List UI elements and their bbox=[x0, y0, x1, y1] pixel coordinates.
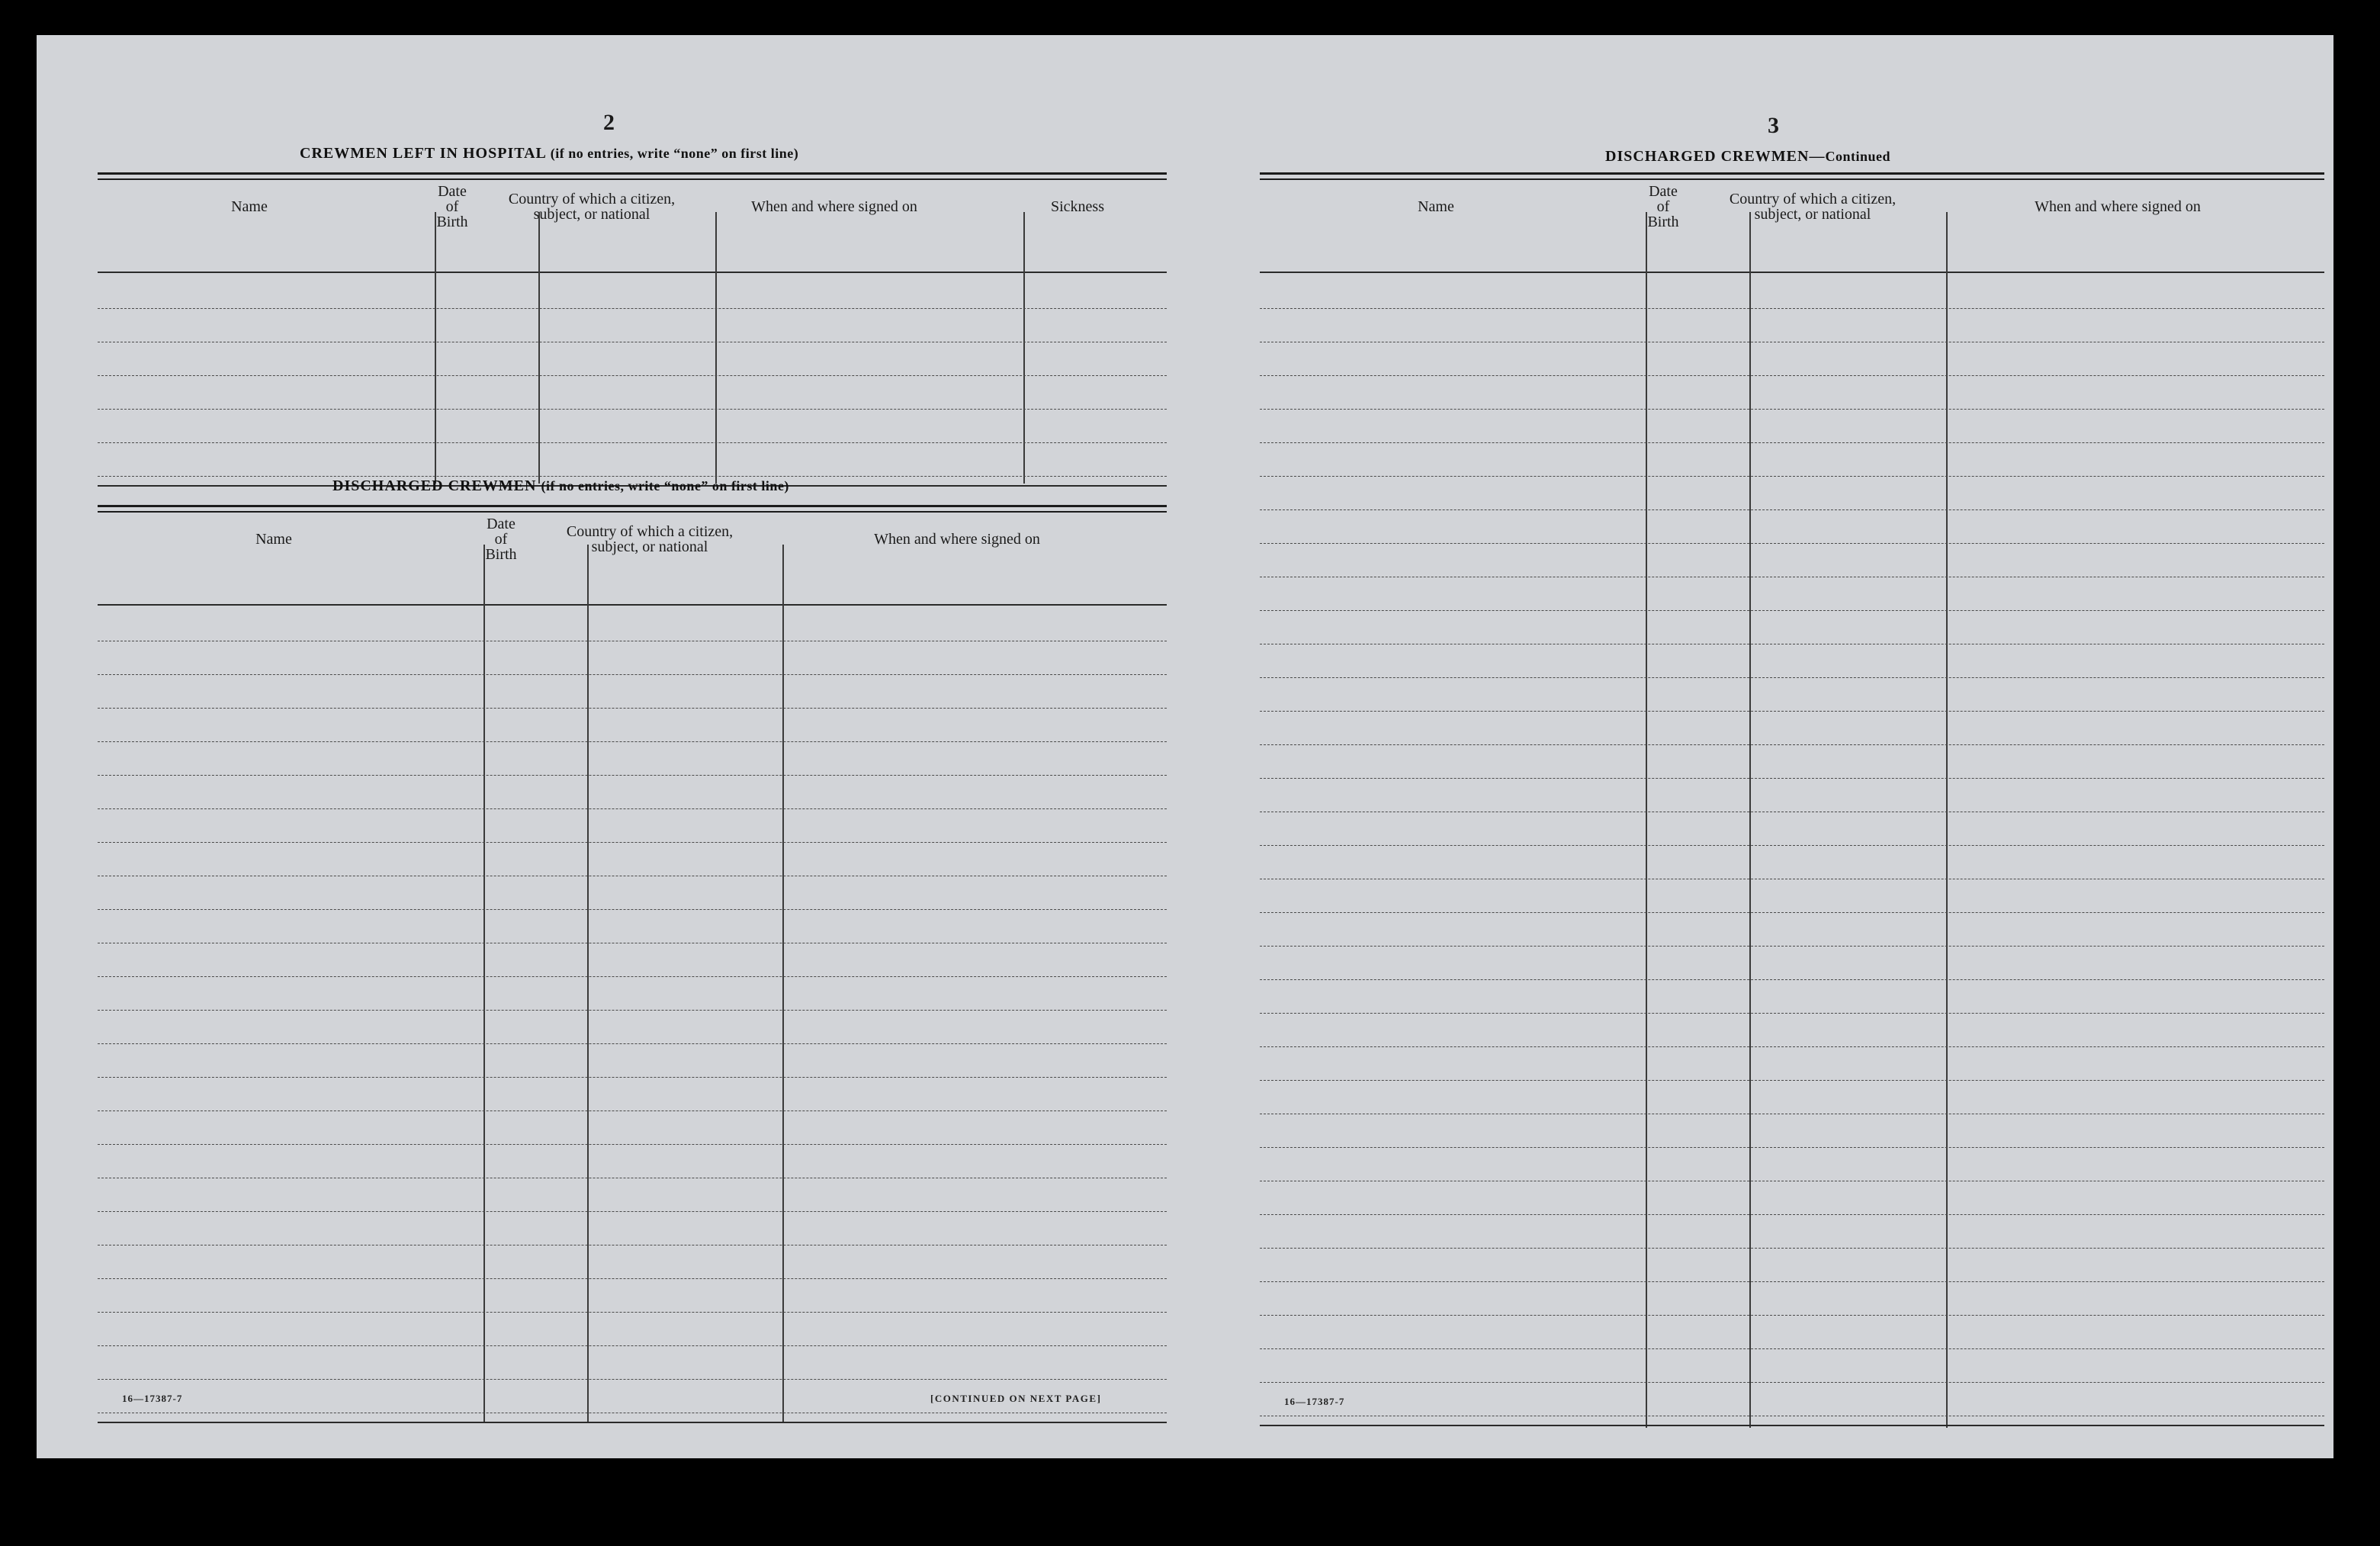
hospital-header-dob: Date of Birth bbox=[436, 183, 468, 230]
discharged-col-divider-2 bbox=[587, 545, 589, 1422]
right-page-number: 3 bbox=[1768, 113, 1779, 138]
discharged-header-name: Name bbox=[255, 531, 292, 548]
discharged-continued-title-text: DISCHARGED CREWMEN— bbox=[1605, 148, 1826, 165]
discharged-table bbox=[98, 505, 1167, 1425]
continued-header-dob: Date of Birth bbox=[1647, 183, 1679, 230]
continued-entry-line bbox=[1260, 476, 2324, 477]
discharged-title-text: DISCHARGED CREWMEN bbox=[332, 477, 537, 494]
continued-entry-line bbox=[1260, 375, 2324, 376]
discharged-continued-top-rule bbox=[1260, 172, 2324, 180]
hospital-entry-line bbox=[98, 308, 1167, 309]
hospital-header-country: Country of which a citizen, subject, or national bbox=[508, 191, 676, 223]
continued-entry-line bbox=[1260, 912, 2324, 913]
hospital-entry-line bbox=[98, 442, 1167, 443]
hospital-entry-line bbox=[98, 476, 1167, 477]
hospital-header-rule bbox=[98, 272, 1167, 273]
continued-entry-line bbox=[1260, 610, 2324, 611]
discharged-entry-line bbox=[98, 1110, 1167, 1111]
hospital-table-top-rule bbox=[98, 172, 1167, 180]
discharged-entry-line bbox=[98, 741, 1167, 742]
discharged-title-note: (if no entries, write “none” on first line) bbox=[541, 478, 789, 493]
continued-table-bottom-rule bbox=[1260, 1425, 2324, 1426]
left-page-number: 2 bbox=[603, 110, 615, 135]
continued-col-divider-3 bbox=[1946, 212, 1948, 1428]
hospital-header-signed-on: When and where signed on bbox=[751, 198, 917, 215]
discharged-entry-line bbox=[98, 976, 1167, 977]
hospital-title-text: CREWMEN LEFT IN HOSPITAL bbox=[300, 145, 546, 162]
continued-entry-line bbox=[1260, 1214, 2324, 1215]
discharged-col-divider-3 bbox=[782, 545, 784, 1422]
discharged-header-dob: Date of Birth bbox=[485, 516, 517, 563]
hospital-header-name: Name bbox=[231, 198, 268, 215]
right-form-code: 16—17387‑7 bbox=[1284, 1396, 1345, 1407]
discharged-entry-line bbox=[98, 1345, 1167, 1346]
discharged-entry-line bbox=[98, 708, 1167, 709]
discharged-header-country: Country of which a citizen, subject, or national bbox=[566, 523, 734, 555]
discharged-col-divider-1 bbox=[483, 545, 485, 1422]
continued-entry-line bbox=[1260, 677, 2324, 678]
continued-entry-line bbox=[1260, 409, 2324, 410]
continued-entry-line bbox=[1260, 1080, 2324, 1081]
hospital-title-note: (if no entries, write “none” on first line) bbox=[550, 146, 799, 161]
discharged-entry-line bbox=[98, 1278, 1167, 1279]
continued-header-rule bbox=[1260, 272, 2324, 273]
discharged-continued-table bbox=[1260, 172, 2324, 1431]
discharged-entry-line bbox=[98, 808, 1167, 809]
continued-entry-line bbox=[1260, 308, 2324, 309]
continued-entry-line bbox=[1260, 1013, 2324, 1014]
continued-header-signed-on: When and where signed on bbox=[2035, 198, 2201, 215]
continued-entry-line bbox=[1260, 778, 2324, 779]
discharged-entry-line bbox=[98, 1144, 1167, 1145]
discharged-continued-title bbox=[1605, 148, 1890, 166]
continued-entry-line bbox=[1260, 1348, 2324, 1349]
continued-header-name: Name bbox=[1418, 198, 1454, 215]
continued-entry-line bbox=[1260, 711, 2324, 712]
discharged-entry-line bbox=[98, 1312, 1167, 1313]
continued-entry-line bbox=[1260, 543, 2324, 544]
discharged-continued-suffix: Continued bbox=[1825, 149, 1890, 164]
discharged-entry-line bbox=[98, 775, 1167, 776]
hospital-entry-line bbox=[98, 375, 1167, 376]
continued-col-divider-2 bbox=[1749, 212, 1751, 1428]
continued-header-country: Country of which a citizen, subject, or national bbox=[1729, 191, 1897, 223]
discharged-entry-line bbox=[98, 674, 1167, 675]
continued-entry-line bbox=[1260, 1281, 2324, 1282]
continued-entry-line bbox=[1260, 1147, 2324, 1148]
discharged-section-title bbox=[332, 477, 789, 495]
discharged-entry-line bbox=[98, 909, 1167, 910]
continued-entry-line bbox=[1260, 845, 2324, 846]
discharged-entry-line bbox=[98, 1043, 1167, 1044]
continued-entry-line bbox=[1260, 1248, 2324, 1249]
hospital-entry-line bbox=[98, 409, 1167, 410]
discharged-entry-line bbox=[98, 1010, 1167, 1011]
discharged-entry-line bbox=[98, 1211, 1167, 1212]
continued-entry-line bbox=[1260, 1382, 2324, 1383]
continued-entry-line bbox=[1260, 509, 2324, 510]
continued-entry-line bbox=[1260, 1046, 2324, 1047]
continued-on-next-page: [CONTINUED ON NEXT PAGE] bbox=[930, 1393, 1102, 1404]
document-sheet bbox=[37, 35, 2333, 1458]
discharged-entry-line bbox=[98, 1379, 1167, 1380]
discharged-entry-line bbox=[98, 842, 1167, 843]
continued-entry-line bbox=[1260, 744, 2324, 745]
discharged-header-rule bbox=[98, 604, 1167, 606]
discharged-entry-line bbox=[98, 1077, 1167, 1078]
continued-entry-line bbox=[1260, 442, 2324, 443]
hospital-table bbox=[98, 172, 1167, 488]
discharged-table-top-rule bbox=[98, 505, 1167, 513]
continued-col-divider-1 bbox=[1646, 212, 1647, 1428]
continued-entry-line bbox=[1260, 1315, 2324, 1316]
continued-entry-line bbox=[1260, 979, 2324, 980]
discharged-table-bottom-rule bbox=[98, 1422, 1167, 1423]
left-form-code: 16—17387‑7 bbox=[122, 1393, 183, 1404]
hospital-header-sickness: Sickness bbox=[1051, 198, 1104, 215]
continued-entry-line bbox=[1260, 946, 2324, 947]
hospital-section-title bbox=[300, 145, 798, 162]
discharged-header-signed-on: When and where signed on bbox=[874, 531, 1040, 548]
